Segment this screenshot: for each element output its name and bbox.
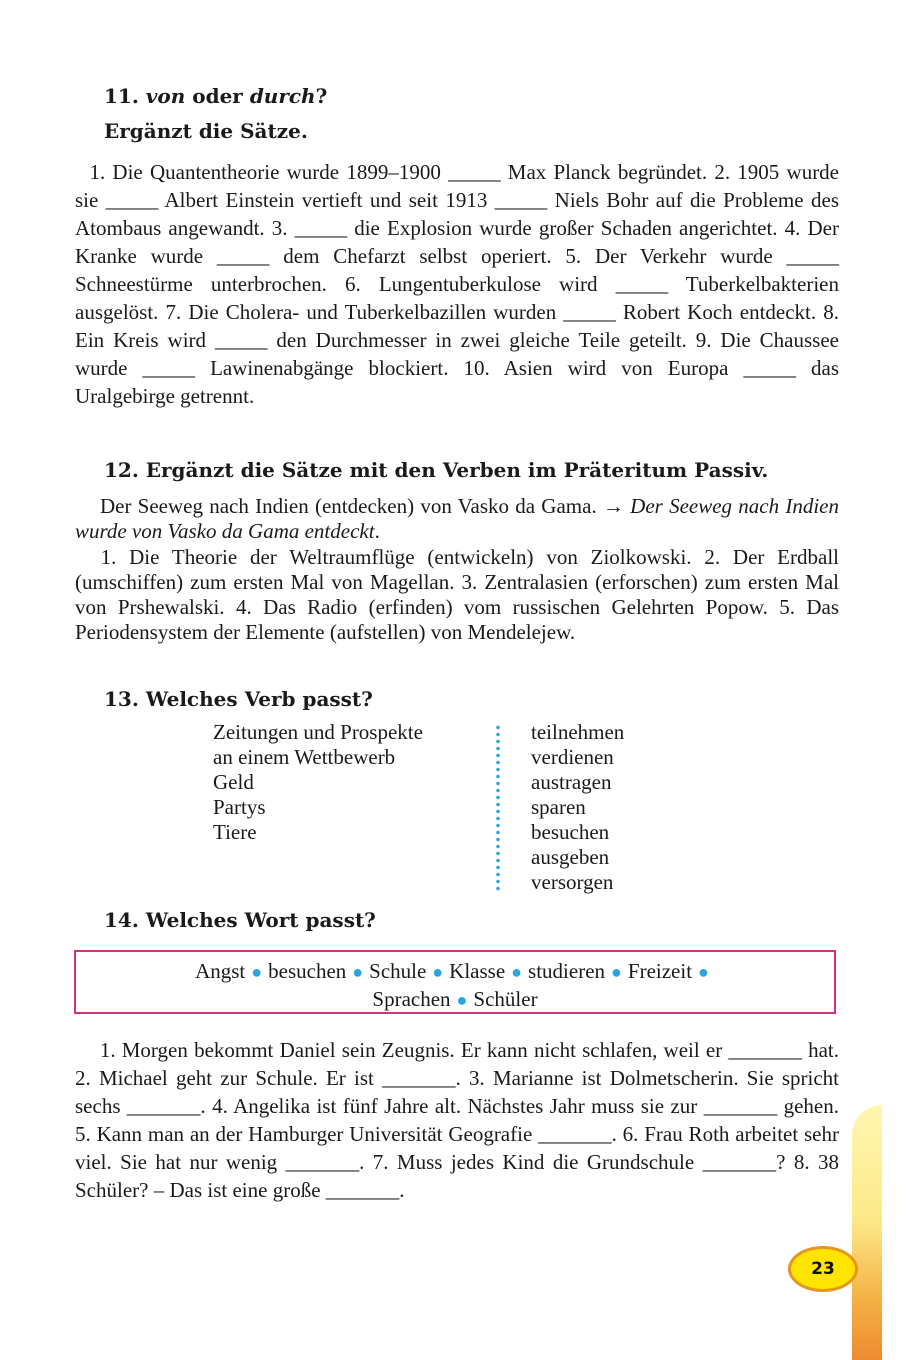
verb-column — [531, 720, 624, 895]
exercise-11-text: 1. Die Quantentheorie wurde 1899–1900 _____ Max Planck begründet. 2. 1905 wurde sie _____ Albert Einstein vertieft und seit 1913 _____ Niels Bohr auf die Probleme des Atombaus angewandt. 3. _____ die Explosion wurde großer Schaden angerichtet. 4. Der Kranke wurde _____ dem Chefarzt selbst operiert. 5. Der Verkehr wurde _____ Schneestürme unterbrochen. 6. Lungentuberkulose wird _____ Tuberkelbakterien ausgelöst. 7. Die Cholera- und Tuberkelbazillen wurden _____ Robert Koch entdeckt. 8. Ein Kreis wird _____ den Durchmesser in zwei gleiche Teile geteilt. 9. Die Chaussee wurde _____ Lawinenabgänge blockiert. 10. Asien wird von Europa _____ das Uralgebirge getrennt. — [75, 160, 845, 408]
bullet-icon: ● — [611, 962, 622, 982]
exercise-14-text: 1. Morgen bekommt Daniel sein Zeugnis. Er kann nicht schlafen, weil er _______ hat. 2. Michael geht zur Schule. Er ist _______. 3. Marianne ist Dolmetscherin. Sie spricht sechs _______. 4. Angelika ist fünf Jahre alt. Nächstes Jahr muss sie zur _______ gehen. 5. Kann man an der Hamburger Universität Geografie _______. 6. Frau Roth arbeitet sehr viel. Sie hat nur wenig _______. 7. Muss jedes Kind die Grundschule _______? 8. 38 Schüler? – Das ist eine große _______. — [75, 1038, 845, 1202]
noun-item: Geld — [213, 770, 254, 794]
example-answer: Der Seeweg nach Indien wurde von Vasko da Gama entdeckt — [75, 494, 839, 543]
noun-item: Zeitungen und Prospekte — [213, 720, 423, 744]
exercise-12-example — [75, 494, 839, 544]
bullet-icon: ● — [432, 962, 444, 982]
verb-item: besuchen — [531, 820, 610, 844]
word-item: besuchen — [268, 959, 347, 983]
exercise-12-text: 1. Die Theorie der Weltraumflüge (entwickeln) von Ziolkowski. 2. Der Erdball (umschiffen) zum ersten Mal von Magellan. 3. Zentralasien (erforschen) zum ersten Mal von Prshewalski. 4. Das Radio (erfinden) vom russischen Gelehrten Popow. 5. Das Periodensystem der Elemente (aufstellen) von Mendelejew. — [75, 545, 845, 644]
word-item: Klasse — [449, 959, 506, 983]
example-period: . — [374, 519, 380, 543]
word-item: Angst — [195, 959, 246, 983]
exercise-number: 11. — [104, 84, 139, 108]
noun-column — [213, 720, 423, 845]
title-word-durch: durch — [249, 84, 316, 108]
page-number-badge: 23 — [788, 1246, 858, 1292]
noun-item: Tiere — [213, 820, 257, 844]
exercise-11-instruction: Ergänzt die Sätze. — [104, 119, 308, 143]
verb-item: austragen — [531, 770, 612, 794]
bullet-icon: ● — [511, 962, 523, 982]
dotted-divider — [495, 724, 501, 892]
title-word-oder: oder — [192, 84, 243, 108]
page-edge-tab — [852, 1105, 882, 1360]
example-prompt: Der Seeweg nach Indien (entdecken) von Vasko da Gama. → — [75, 494, 631, 518]
exercise-13-title: 13. Welches Verb passt? — [104, 687, 373, 711]
verb-item: versorgen — [531, 870, 614, 894]
exercise-11-title — [104, 84, 327, 108]
noun-item: Partys — [213, 795, 266, 819]
bullet-icon: ● — [352, 962, 364, 982]
exercise-12-title: 12. Ergänzt die Sätze mit den Verben im Präteritum Passiv. — [104, 458, 769, 482]
word-bank-box — [74, 950, 836, 1014]
verb-item: ausgeben — [531, 845, 610, 869]
verb-item: sparen — [531, 795, 586, 819]
word-item: studieren — [528, 959, 606, 983]
word-item: Freizeit — [627, 959, 693, 983]
word-item: Schüler — [473, 987, 538, 1011]
verb-item: teilnehmen — [531, 720, 625, 744]
word-item: Sprachen — [372, 987, 451, 1011]
bullet-icon: ● — [456, 990, 468, 1010]
title-question-mark: ? — [315, 84, 328, 108]
bullet-icon: ● — [698, 962, 709, 982]
word-item: Schule — [369, 959, 427, 983]
bullet-icon: ● — [251, 962, 263, 982]
verb-item: verdienen — [531, 745, 614, 769]
noun-item: an einem Wettbewerb — [213, 745, 396, 769]
title-word-von: von — [145, 84, 186, 108]
exercise-14-title: 14. Welches Wort passt? — [104, 908, 376, 932]
